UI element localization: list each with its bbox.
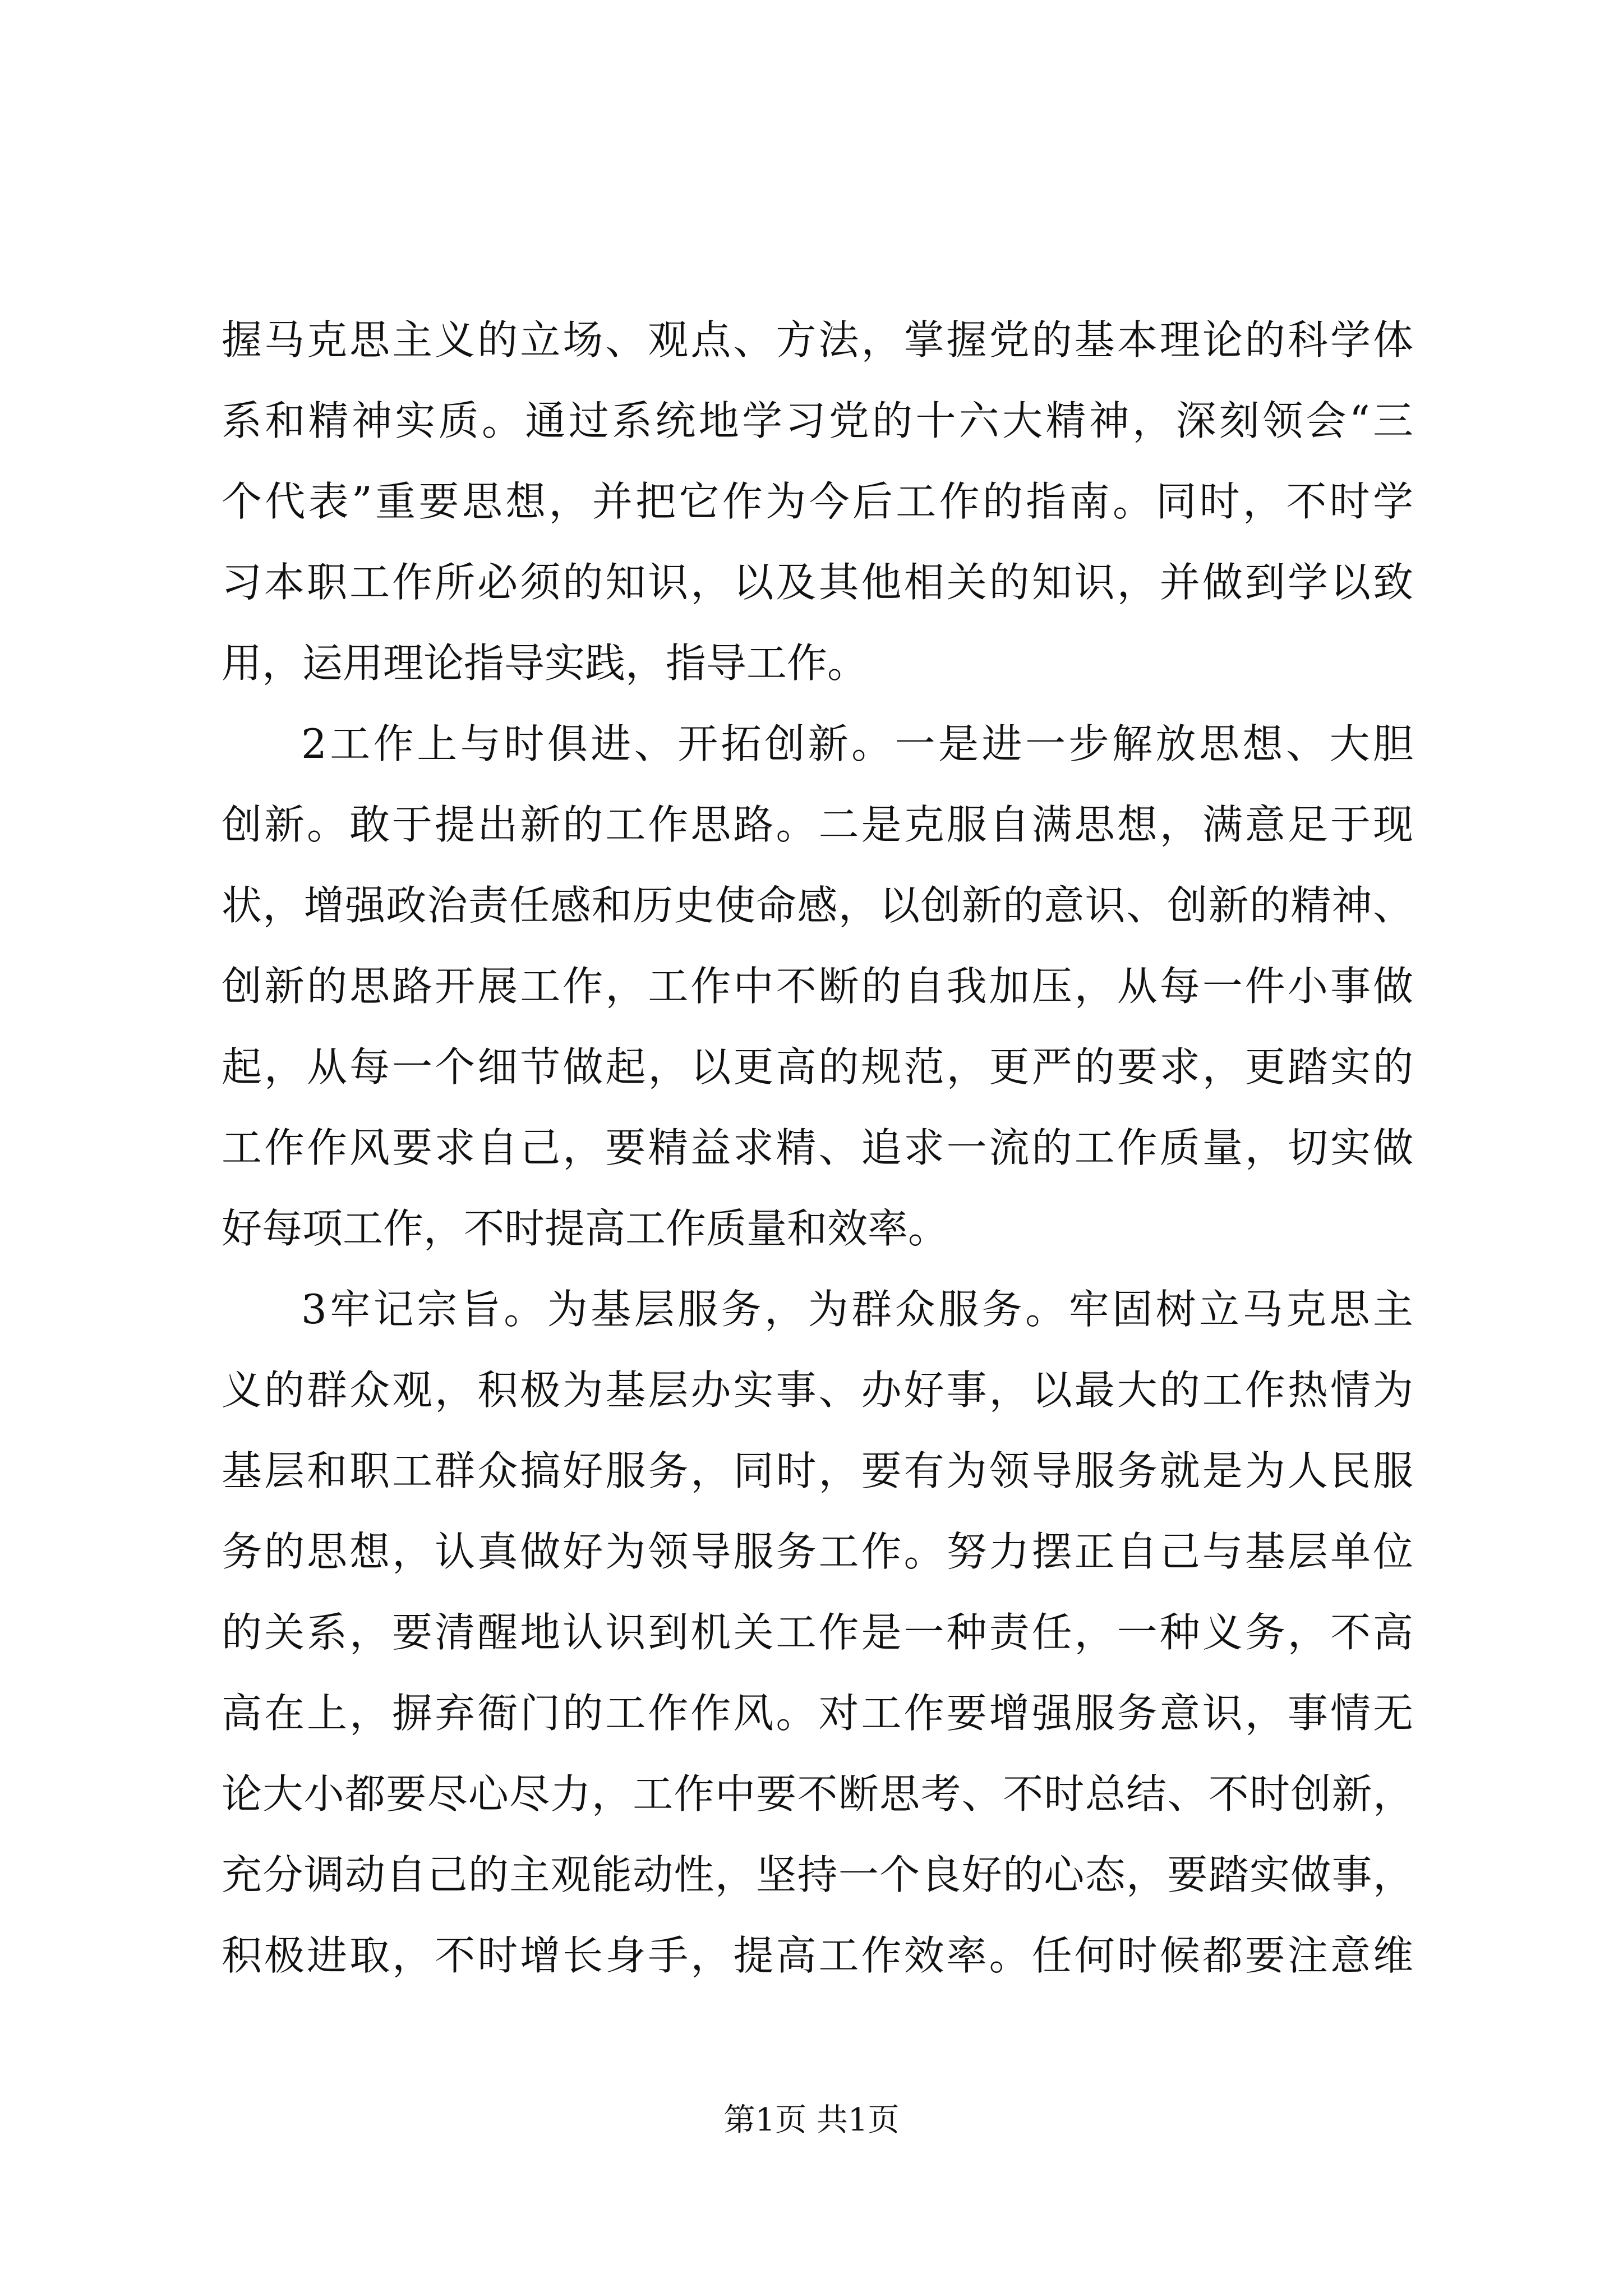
- body-line: 充分调动自己的主观能动性，坚持一个良好的心态，要踏实做事，: [222, 1851, 1413, 1898]
- body-line: 2工作上与时俱进、开拓创新。一是进一步解放思想、大胆: [301, 720, 1413, 767]
- page-number-footer: 第1页 共1页: [723, 2102, 900, 2138]
- body-line: 好每项工作，不时提高工作质量和效率。: [222, 1205, 949, 1252]
- body-line: 工作作风要求自己，要精益求精、追求一流的工作质量，切实做: [222, 1124, 1413, 1171]
- body-line: 高在上，摒弃衙门的工作作风。对工作要增强服务意识，事情无: [222, 1690, 1413, 1737]
- body-line: 积极进取，不时增长身手，提高工作效率。任何时候都要注意维: [222, 1932, 1413, 1979]
- body-line: 习本职工作所必须的知识，以及其他相关的知识，并做到学以致: [222, 559, 1413, 606]
- body-line: 基层和职工群众搞好服务，同时，要有为领导服务就是为人民服: [222, 1447, 1413, 1494]
- document-body: [222, 300, 1413, 1996]
- body-line: 务的思想，认真做好为领导服务工作。努力摆正自己与基层单位: [222, 1528, 1413, 1575]
- body-line: 的关系，要清醒地认识到机关工作是一种责任，一种义务，不高: [222, 1609, 1413, 1656]
- body-line: 状，增强政治责任感和历史使命感，以创新的意识、创新的精神、: [222, 882, 1413, 929]
- body-line: 创新的思路开展工作，工作中不断的自我加压，从每一件小事做: [222, 963, 1413, 1010]
- body-line: 3牢记宗旨。为基层服务，为群众服务。牢固树立马克思主: [301, 1286, 1413, 1333]
- body-line: 个代表”重要思想，并把它作为今后工作的指南。同时，不时学: [222, 478, 1413, 525]
- body-line: 论大小都要尽心尽力，工作中要不断思考、不时总结、不时创新，: [222, 1770, 1413, 1818]
- body-line: 创新。敢于提出新的工作思路。二是克服自满思想，满意足于现: [222, 801, 1413, 848]
- body-line: 起，从每一个细节做起，以更高的规范，更严的要求，更踏实的: [222, 1043, 1413, 1091]
- body-line: 系和精神实质。通过系统地学习党的十六大精神，深刻领会“三: [222, 397, 1413, 444]
- body-line: 义的群众观，积极为基层办实事、办好事，以最大的工作热情为: [222, 1366, 1413, 1414]
- body-line: 握马克思主义的立场、观点、方法，掌握党的基本理论的科学体: [222, 316, 1413, 364]
- body-line: 用，运用理论指导实践，指导工作。: [222, 639, 868, 687]
